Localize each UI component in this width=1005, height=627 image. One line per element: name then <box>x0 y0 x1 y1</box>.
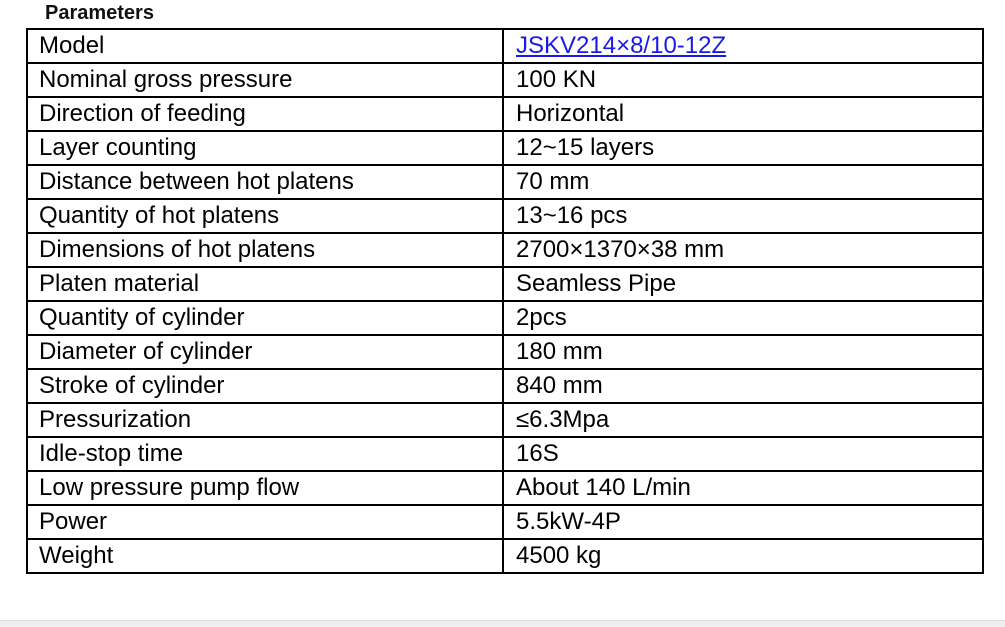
parameter-value: 16S <box>503 437 983 471</box>
parameter-label: Stroke of cylinder <box>27 369 503 403</box>
parameter-label: Nominal gross pressure <box>27 63 503 97</box>
parameter-label: Pressurization <box>27 403 503 437</box>
parameter-label: Diameter of cylinder <box>27 335 503 369</box>
parameter-value: 2pcs <box>503 301 983 335</box>
table-row <box>27 199 983 233</box>
table-row <box>27 63 983 97</box>
parameter-value: About 140 L/min <box>503 471 983 505</box>
parameter-label: Direction of feeding <box>27 97 503 131</box>
table-row <box>27 437 983 471</box>
parameter-value: Horizontal <box>503 97 983 131</box>
table-row <box>27 131 983 165</box>
table-row <box>27 165 983 199</box>
parameter-value: 2700×1370×38 mm <box>503 233 983 267</box>
parameter-value: 180 mm <box>503 335 983 369</box>
table-row <box>27 471 983 505</box>
table-row <box>27 267 983 301</box>
parameter-label: Model <box>27 29 503 63</box>
table-row <box>27 233 983 267</box>
section-title: Parameters <box>45 2 154 24</box>
parameter-value: Seamless Pipe <box>503 267 983 301</box>
model-link[interactable]: JSKV214×8/10-12Z <box>516 32 727 59</box>
parameter-label: Quantity of cylinder <box>27 301 503 335</box>
table-row <box>27 505 983 539</box>
parameter-value <box>503 29 983 63</box>
parameter-value: 13~16 pcs <box>503 199 983 233</box>
parameter-label: Platen material <box>27 267 503 301</box>
table-row-model <box>27 29 983 63</box>
parameter-value: 70 mm <box>503 165 983 199</box>
parameter-value: 100 KN <box>503 63 983 97</box>
table-row <box>27 301 983 335</box>
parameter-label: Distance between hot platens <box>27 165 503 199</box>
parameter-label: Low pressure pump flow <box>27 471 503 505</box>
parameter-value: ≤6.3Mpa <box>503 403 983 437</box>
table-row <box>27 403 983 437</box>
table-row <box>27 369 983 403</box>
parameter-value: 840 mm <box>503 369 983 403</box>
table-row <box>27 539 983 573</box>
parameter-value: 5.5kW-4P <box>503 505 983 539</box>
parameter-label: Idle-stop time <box>27 437 503 471</box>
parameter-label: Dimensions of hot platens <box>27 233 503 267</box>
parameters-table <box>26 28 984 574</box>
parameter-label: Quantity of hot platens <box>27 199 503 233</box>
parameter-value: 4500 kg <box>503 539 983 573</box>
table-row <box>27 97 983 131</box>
parameter-label: Power <box>27 505 503 539</box>
parameter-value: 12~15 layers <box>503 131 983 165</box>
parameter-label: Weight <box>27 539 503 573</box>
table-row <box>27 335 983 369</box>
parameter-label: Layer counting <box>27 131 503 165</box>
